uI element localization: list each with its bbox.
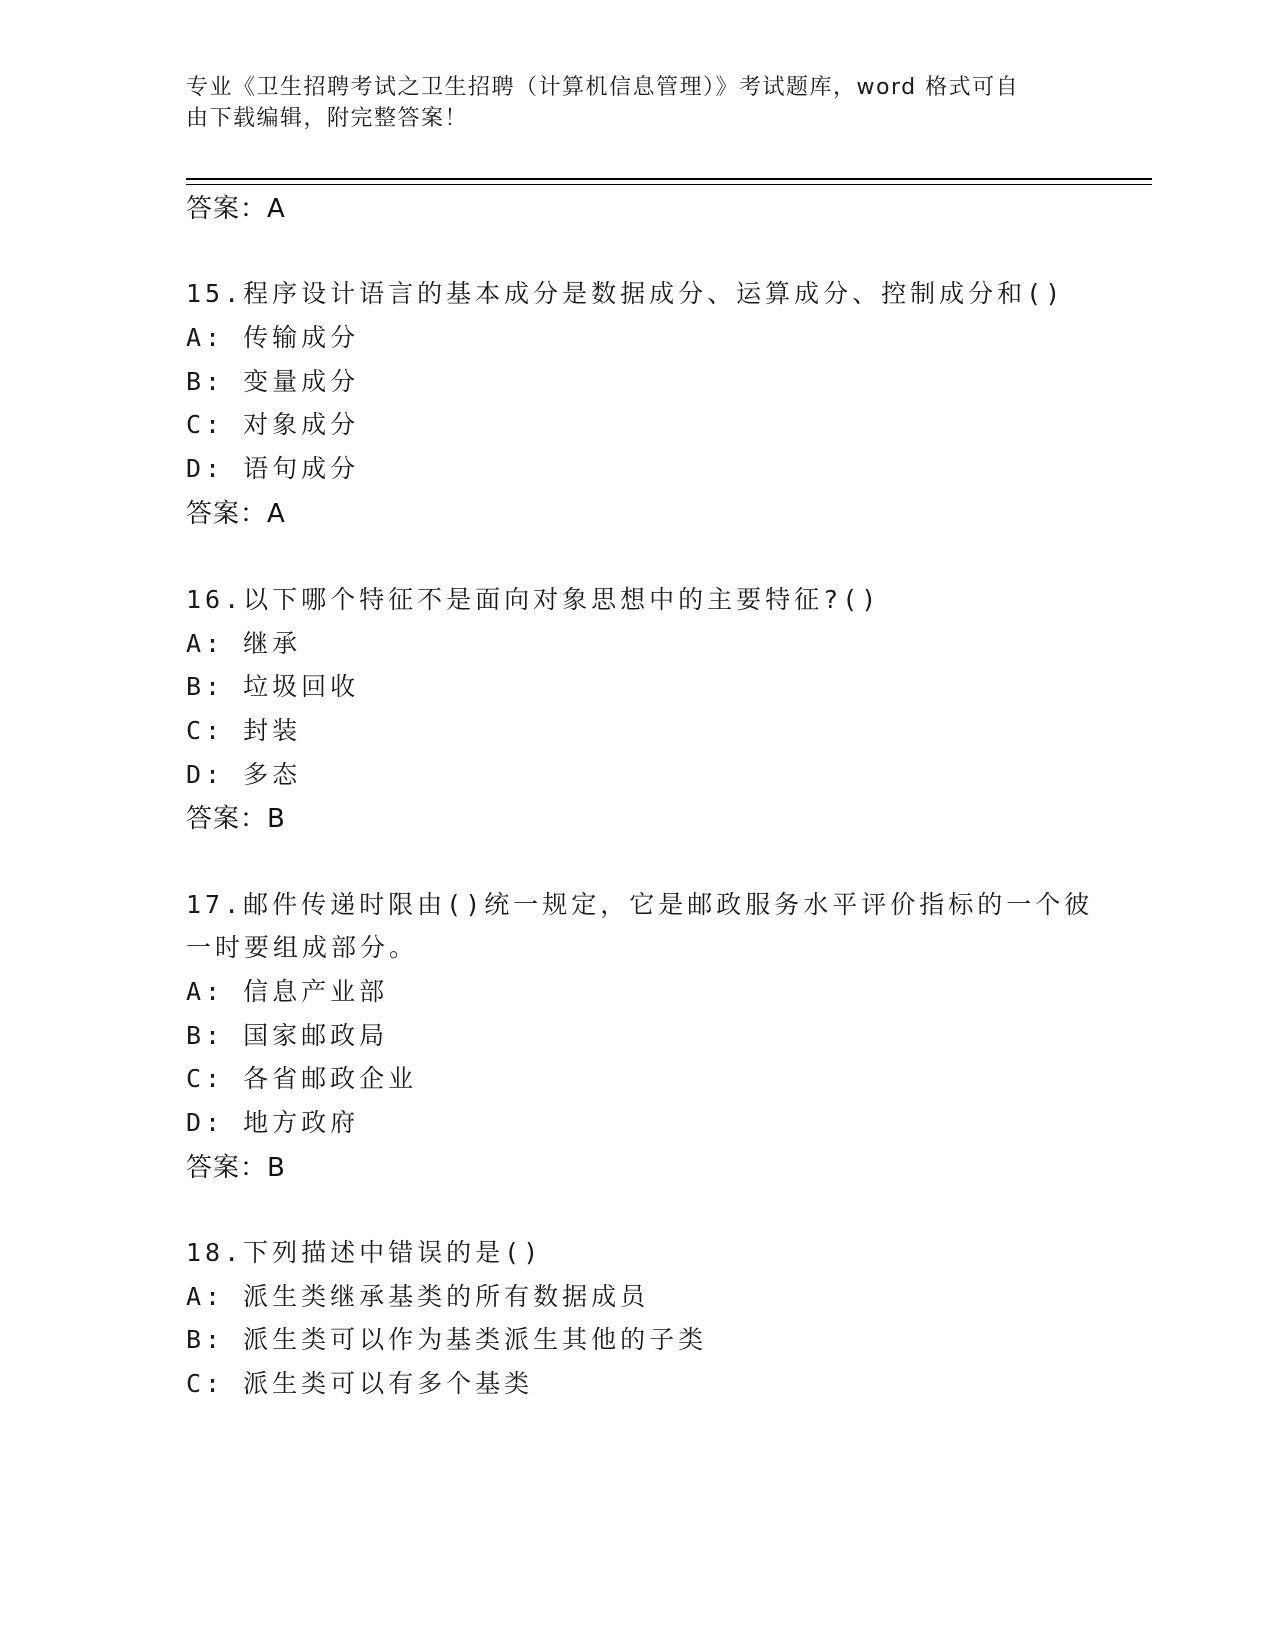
- header-line-2: 由下载编辑，附完整答案！: [186, 106, 469, 131]
- question-17-option-c: C: 各省邮政企业: [186, 1064, 418, 1093]
- question-17-option-d: D: 地方政府: [186, 1108, 360, 1137]
- question-17-stem-line-1: 17.邮件传递时限由()统一规定，它是邮政服务水平评价指标的一个彼: [186, 890, 1094, 919]
- question-16-answer: 答案：B: [186, 804, 286, 834]
- header-rule-thin: [186, 184, 1152, 185]
- question-15-option-a: A: 传输成分: [186, 323, 360, 352]
- question-15-option-b: B: 变量成分: [186, 367, 360, 396]
- question-17-stem-line-2: 一时要组成部分。: [186, 933, 419, 962]
- question-16-option-b: B: 垃圾回收: [186, 672, 360, 701]
- question-15-stem: 15.程序设计语言的基本成分是数据成分、运算成分、控制成分和(): [186, 279, 1065, 308]
- question-16-option-d: D: 多态: [186, 760, 302, 789]
- question-18-stem: 18.下列描述中错误的是(): [186, 1238, 543, 1267]
- question-18-option-c: C: 派生类可以有多个基类: [186, 1369, 534, 1398]
- question-17-answer: 答案：B: [186, 1153, 286, 1183]
- question-17-option-b: B: 国家邮政局: [186, 1021, 389, 1050]
- question-16-option-c: C: 封装: [186, 716, 302, 745]
- header-rule-thick: [186, 178, 1152, 180]
- question-16-option-a: A: 继承: [186, 629, 302, 658]
- question-15-option-c: C: 对象成分: [186, 410, 360, 439]
- question-18-option-a: A: 派生类继承基类的所有数据成员: [186, 1282, 650, 1311]
- question-15-option-d: D: 语句成分: [186, 454, 360, 483]
- question-16-stem: 16.以下哪个特征不是面向对象思想中的主要特征?(): [186, 585, 881, 614]
- question-15-answer: 答案：A: [186, 499, 286, 529]
- question-18-option-b: B: 派生类可以作为基类派生其他的子类: [186, 1325, 708, 1354]
- document-header: [186, 72, 1066, 134]
- header-line-1: 专业《卫生招聘考试之卫生招聘（计算机信息管理）》考试题库，word 格式可自: [186, 75, 1020, 100]
- previous-answer: 答案：A: [186, 194, 286, 224]
- question-17-option-a: A: 信息产业部: [186, 977, 389, 1006]
